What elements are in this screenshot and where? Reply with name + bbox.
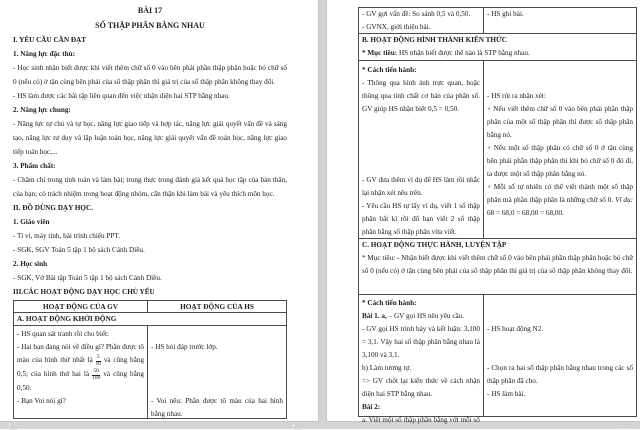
hs-line: + Nếu viết thêm chữ số 0 vào bên phải phần thập phân của một số thập phân thì được số thập phân bằng nó.	[487, 105, 633, 139]
table-row	[359, 8, 636, 34]
gv-line: - GVNX, giới thiệu bài.	[362, 23, 431, 31]
section-c-objective: * Mục tiêu: - Nhận biết được khi viết thêm chữ số 0 vào bên phải phần thập phân hoặc bỏ chữ số 0 (nếu có) ở tận cùng bên phải của số thập phân thì giá trị của số thập phân không thay đổi.	[362, 254, 633, 275]
gv-line: - GV gợi vấn đề: So sánh 0,5 và 0,50.	[362, 10, 471, 18]
heading-nang-luc-chung: 2. Năng lực chung:	[13, 106, 71, 114]
section-c-cell	[359, 239, 636, 294]
fraction-numerator: 5	[96, 354, 100, 361]
section-b-objective	[362, 47, 633, 60]
section-a-title: A. HOẠT ĐỘNG KHỞI ĐỘNG	[17, 314, 117, 323]
corner-mark	[9, 423, 17, 430]
text-part: + Mỗi số tự nhiên có thể viết thành một số thập phân mà phần thập phân là những chữ số 0.	[487, 183, 633, 204]
gv-line: - GV gọi HS trình bày và kết luận: 3,100 = 3,1. Vậy hai số thập phân bằng nhau là 3,100 và 3,1.	[362, 325, 480, 359]
column-header-hs: HOẠT ĐỘNG CỦA HS	[180, 302, 254, 311]
table-row	[14, 326, 286, 418]
column-header-gv: HOẠT ĐỘNG CỦA GV	[14, 301, 148, 312]
hs-line: - HS làm bài.	[487, 390, 526, 398]
page-1	[0, 0, 318, 421]
hs-activity-cell	[484, 295, 636, 416]
gv-line: - Thông qua hình ảnh trực quan, hoặc thông qua tính chất cơ bản của phân số. GV giúp HS nhận biết 0,5 = 0,50.	[362, 79, 480, 113]
gv-activity-cell	[359, 61, 484, 238]
gv-line: - Yêu cầu HS tự lấy ví dụ, viết 1 số thập phân bất kì rồi đố bạn viết 2 số thập phân bằng số thập phân vừa viết.	[362, 202, 480, 236]
gv-line	[362, 310, 480, 323]
hs-line: - HS hoạt động N2.	[487, 325, 544, 333]
activities-table-continued	[358, 7, 637, 424]
paragraph: - Năng lực tự chủ và tự học, năng lực giao tiếp và hợp tác, năng lực giải quyết vấn đề và sáng tạo, năng lực tư duy và lập luận toán học, năng lực giải quyết vấn đề toán học, năng lực giao tiếp toán học,...	[13, 120, 287, 156]
paragraph: - Ti vi, máy tính, bài trình chiếu PPT.	[13, 232, 121, 240]
gv-line: a. Viết một số thập phân bằng với mỗi số	[362, 416, 480, 424]
section-c-row	[359, 239, 636, 295]
gv-activity-cell	[359, 295, 484, 424]
heading-giao-vien: 1. Giáo viên	[13, 218, 50, 226]
gv-line	[17, 341, 144, 395]
page-2	[327, 0, 640, 424]
hs-line: - HS hỏi đáp trước lớp.	[151, 343, 218, 351]
muc-tieu-label: * Mục tiêu:	[362, 49, 398, 57]
fraction-denominator: 100	[91, 374, 101, 381]
gv-line: - GV đưa thêm ví dụ để HS làm rồi nhắc lại nhận xét nêu trên.	[362, 176, 480, 197]
hs-line: - HS ghi bài.	[487, 10, 524, 18]
paragraph: - HS làm được các bài tập liên quan đến việc nhận diện hai STP bằng nhau.	[13, 92, 230, 100]
bai-1-label: Bài 1. a,	[362, 312, 387, 320]
paragraph: - SGK, SGV Toán 5 tập 1 bộ sách Cánh Diều.	[13, 246, 145, 254]
section-a-row	[14, 313, 286, 326]
hs-activity-cell	[484, 8, 636, 33]
heading-pham-chat: 3. Phẩm chất:	[13, 162, 56, 170]
section-b-title: B. HOẠT ĐỘNG HÌNH THÀNH KIẾN THỨC	[362, 36, 507, 44]
vi-du-label: Ví dụ:	[615, 196, 633, 204]
heading-nang-luc-dac-thu: 1. Năng lực đặc thù:	[13, 50, 76, 58]
spacer	[362, 116, 480, 174]
section-b-row	[359, 34, 636, 61]
hs-activity-cell	[484, 61, 636, 238]
hs-line: - HS rút ra nhận xét:	[487, 92, 546, 100]
hs-line: - Voi nêu: Phần được tô màu của hai hình bằng nhau.	[151, 397, 283, 418]
gv-activity-cell	[14, 326, 148, 418]
text-part: và cũng bằng 0,50.	[17, 369, 144, 392]
paragraph: - SGK, Vở Bài tập Toán 5 tập 1 bộ sách Cánh Diều.	[13, 274, 162, 282]
table-row	[359, 295, 636, 424]
gv-line: b) Làm tương tự.	[362, 364, 412, 372]
fraction-numerator: 50	[93, 368, 99, 374]
hs-line: - Chọn ra hai số thập phân bằng nhau trong các số thập phân đã cho.	[487, 364, 633, 385]
hs-activity-cell	[148, 326, 286, 418]
gv-line: => GV chốt lại kiến thức về cách nhận diện hai STP bằng nhau.	[362, 377, 480, 398]
lesson-number-title: BÀI 17	[137, 6, 163, 15]
table-header-row	[14, 301, 286, 313]
text-part: và cũng bằng 0,5; của hình thứ hai là	[17, 356, 144, 378]
heading-hoc-sinh: 2. Học sinh	[13, 260, 48, 268]
text-part: – GV gọi HS nêu yêu cầu.	[386, 312, 465, 320]
text-part: - Hai bạn đang nói về điều gì? Phần được tô màu của hình thứ nhất là	[17, 343, 144, 364]
hs-line	[487, 181, 633, 220]
gv-activity-cell	[359, 8, 484, 33]
lesson-name-title: SỐ THẬP PHÂN BẰNG NHAU	[95, 21, 205, 30]
corner-mark	[293, 423, 301, 430]
paragraph: - Chăm chỉ trong tính toán và làm bài; trung thực trong đánh giá kết quả học tập của bản thân, của bạn; có trách nhiệm trong hoạt động nhóm, cẩn thận khi làm bài và yêu thích môn học.	[13, 176, 287, 198]
muc-tieu-text: HS nhận biết được thế nào là STP bằng nhau.	[397, 49, 530, 57]
gv-line: - Bạn Voi nói gì?	[17, 396, 66, 405]
text-part: 68 = 68,0 = 68,00 = 68,00.	[487, 209, 564, 217]
heading-yeu-cau: I. YÊU CẦU CẦN ĐẠT	[13, 36, 87, 44]
section-b-cell	[359, 34, 636, 60]
activities-table	[13, 300, 287, 419]
cach-tien-hanh-label: * Cách tiến hành:	[362, 299, 417, 307]
hs-line: + Nếu một số thập phân có chữ số 0 ở tận cùng bên phải phần thập phân thì khi bỏ chữ số 0 đó đi, ta được một số thập phân bằng nó.	[487, 144, 633, 178]
fraction-denominator: 10	[95, 361, 102, 367]
cach-tien-hanh-label: * Cách tiến hành:	[362, 66, 417, 74]
gv-line: - HS quan sát tranh rồi cho biết:	[17, 330, 110, 338]
bai-2-label: Bài 2:	[362, 403, 381, 411]
table-row	[359, 61, 636, 239]
heading-cac-hoat-dong: III.CÁC HOẠT ĐỘNG DẠY HỌC CHỦ YẾU	[13, 288, 155, 296]
heading-do-dung: II. ĐỒ DÙNG DẠY HỌC.	[13, 204, 93, 212]
section-c-title: C. HOẠT ĐỘNG THỰC HÀNH, LUYỆN TẬP	[362, 241, 507, 249]
paragraph: - Học sinh nhận biết được khi viết thêm chữ số 0 vào bên phải phần thập phân hoặc bỏ chữ số 0 (nếu có) ở tận cùng bên phải của số thập phân thì giá trị của số thập phân không thay đổi.	[13, 64, 287, 86]
